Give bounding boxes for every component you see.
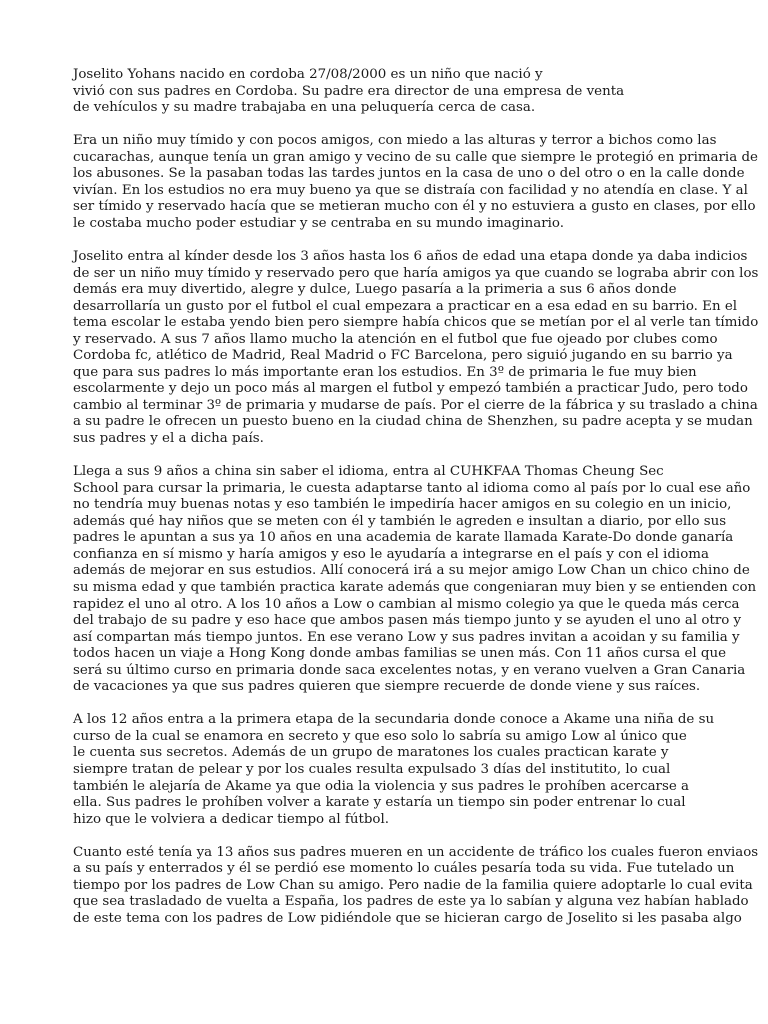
text-line: Llega a sus 9 años a china sin saber el idioma, entra al CUHKFAA Thomas Cheung Sec: [73, 464, 664, 480]
text-line: todos hacen un viaje a Hong Kong donde ambas familias se unen más. Con 11 años cursa el que: [73, 646, 727, 662]
text-line: curso de la cual se enamora en secreto y que eso solo lo sabría su amigo Low al único que: [73, 728, 687, 744]
text-line: sus padres y el a dicha país.: [73, 431, 264, 447]
text-line: de ser un niño muy tímido y reservado pero que haría amigos ya que cuando se lograba abrir con los: [73, 265, 759, 281]
paragraph-3: [73, 249, 759, 448]
text-line: no tendría muy buenas notas y eso también le impediría hacer amigos en su colegio en un inicio,: [73, 497, 732, 513]
text-line: Cuanto esté tenía ya 13 años sus padres mueren en un accidente de tráfico los cuales fueron enviaos: [73, 844, 759, 860]
text-line: y reservado. A sus 7 años llamo mucho la atención en el futbol que fue ojeado por clubes como: [73, 331, 718, 347]
text-line: además de mejorar en sus estudios. Allí conocerá irá a su mejor amigo Low Chan un chico chino de: [73, 563, 750, 579]
text-line: cambio al terminar 3º de primaria y mudarse de país. Por el cierre de la fábrica y su traslado a china: [73, 397, 758, 413]
text-line: que para sus padres lo más importante eran los estudios. En 3º de primaria le fue muy bien: [73, 364, 697, 380]
text-line: A los 12 años entra a la primera etapa de la secundaria donde conoce a Akame una niña de su: [73, 712, 715, 728]
text-line: confianza en sí mismo y haría amigos y eso le ayudaría a integrarse en el país y con el idioma: [73, 546, 709, 562]
text-line: será su último curso en primaria donde saca excelentes notas, y en verano vuelven a Gran Canaria: [73, 662, 746, 678]
text-line: cucarachas, aunque tenía un gran amigo y vecino de su calle que siempre le protegió en primaria de: [73, 149, 758, 165]
text-line: escolarmente y dejo un poco más al margen el futbol y empezó también a practicar Judo, pero todo: [73, 381, 748, 397]
text-line: desarrollaría un gusto por el futbol el cual empezara a practicar en a esa edad en su barrio. En el: [73, 298, 738, 314]
text-line: rapidez el uno al otro. A los 10 años a Low o cambian al mismo colegio ya que le queda más cerca: [73, 596, 740, 612]
text-line: tema escolar le estaba yendo bien pero siempre había chicos que se metían por el al verle tan tímido: [73, 315, 759, 331]
text-line: ser tímido y reservado hacía que se metieran mucho con él y no estuviera a gusto en clases, por ello: [73, 199, 756, 215]
text-line: vivían. En los estudios no era muy bueno ya que se distraía con facilidad y no atendía en clase. Y al: [73, 182, 748, 198]
text-line: su misma edad y que también practica karate además que congeniaran muy bien y se entienden con: [73, 579, 757, 595]
text-line: además qué hay niños que se meten con él y también le agreden e insultan a diario, por ello sus: [73, 513, 727, 529]
text-line: tiempo por los padres de Low Chan su amigo. Pero nadie de la familia quiere adoptarle lo cual evita: [73, 877, 753, 893]
text-line: vivió con sus padres en Cordoba. Su padre era director de una empresa de venta: [73, 83, 625, 99]
text-line: así compartan más tiempo juntos. En ese verano Low y sus padres invitan a acoidan y su familia y: [73, 629, 740, 645]
document-body: [73, 67, 759, 944]
text-line: ella. Sus padres le prohíben volver a karate y estaría un tiempo sin poder entrenar lo cual: [73, 795, 686, 811]
text-line: a su país y enterrados y él se perdió ese momento lo cuáles pesaría toda su vida. Fue tutelado un: [73, 861, 735, 877]
text-line: le costaba mucho poder estudiar y se centraba en su mundo imaginario.: [73, 215, 565, 231]
text-line: los abusones. Se la pasaban todas las tardes juntos en la casa de uno o del otro o en la calle donde: [73, 166, 745, 182]
paragraph-1: [73, 67, 713, 117]
text-line: Era un niño muy tímido y con pocos amigos, con miedo a las alturas y terror a bichos como las: [73, 133, 717, 149]
text-line: le cuenta sus secretos. Además de un grupo de maratones los cuales practican karate y: [73, 745, 669, 761]
text-line: Cordoba fc, atlético de Madrid, Real Madrid o FC Barcelona, pero siguió jugando en su barrio ya: [73, 348, 733, 364]
text-line: de vehículos y su madre trabajaba en una peluquería cerca de casa.: [73, 100, 536, 116]
text-line: que sea trasladado de vuelta a España, los padres de este ya lo sabían y alguna vez habían hablado: [73, 894, 749, 910]
text-line: School para cursar la primaria, le cuesta adaptarse tanto al idioma como al país por lo cual ese año: [73, 480, 751, 496]
paragraph-4: [73, 464, 757, 696]
text-line: padres le apuntan a sus ya 10 años en una academia de karate llamada Karate-Do donde ganaría: [73, 530, 734, 546]
text-line: hizo que le volviera a dedicar tiempo al fútbol.: [73, 811, 390, 827]
text-line: también le alejaría de Akame ya que odia la violencia y sus padres le prohíben acercarse a: [73, 778, 689, 794]
text-line: Joselito Yohans nacido en cordoba 27/08/2000 es un niño que nació y: [73, 67, 543, 82]
text-line: Joselito entra al kínder desde los 3 años hasta los 6 años de edad una etapa donde ya daba indicios: [73, 249, 748, 265]
paragraph-6: [73, 844, 759, 928]
text-line: a su padre le ofrecen un puesto bueno en la ciudad china de Shenzhen, su padre acepta y se mudan: [73, 414, 753, 430]
paragraph-5: [73, 712, 713, 828]
text-line: siempre tratan de pelear y por los cuales resulta expulsado 3 días del institutito, lo cual: [73, 761, 671, 777]
text-line: del trabajo de su padre y eso hace que ambos pasen más tiempo junto y se ayuden el uno al otro y: [73, 613, 742, 629]
paragraph-2: [73, 133, 758, 232]
text-line: demás era muy divertido, alegre y dulce, Luego pasaría a la primeria a sus 6 años donde: [73, 282, 677, 298]
text-line: de este tema con los padres de Low pidiéndole que se hicieran cargo de Joselito si les pasaba algo: [73, 910, 742, 926]
text-line: de vacaciones ya que sus padres quieren que siempre recuerde de donde viene y sus raíces.: [73, 679, 701, 695]
